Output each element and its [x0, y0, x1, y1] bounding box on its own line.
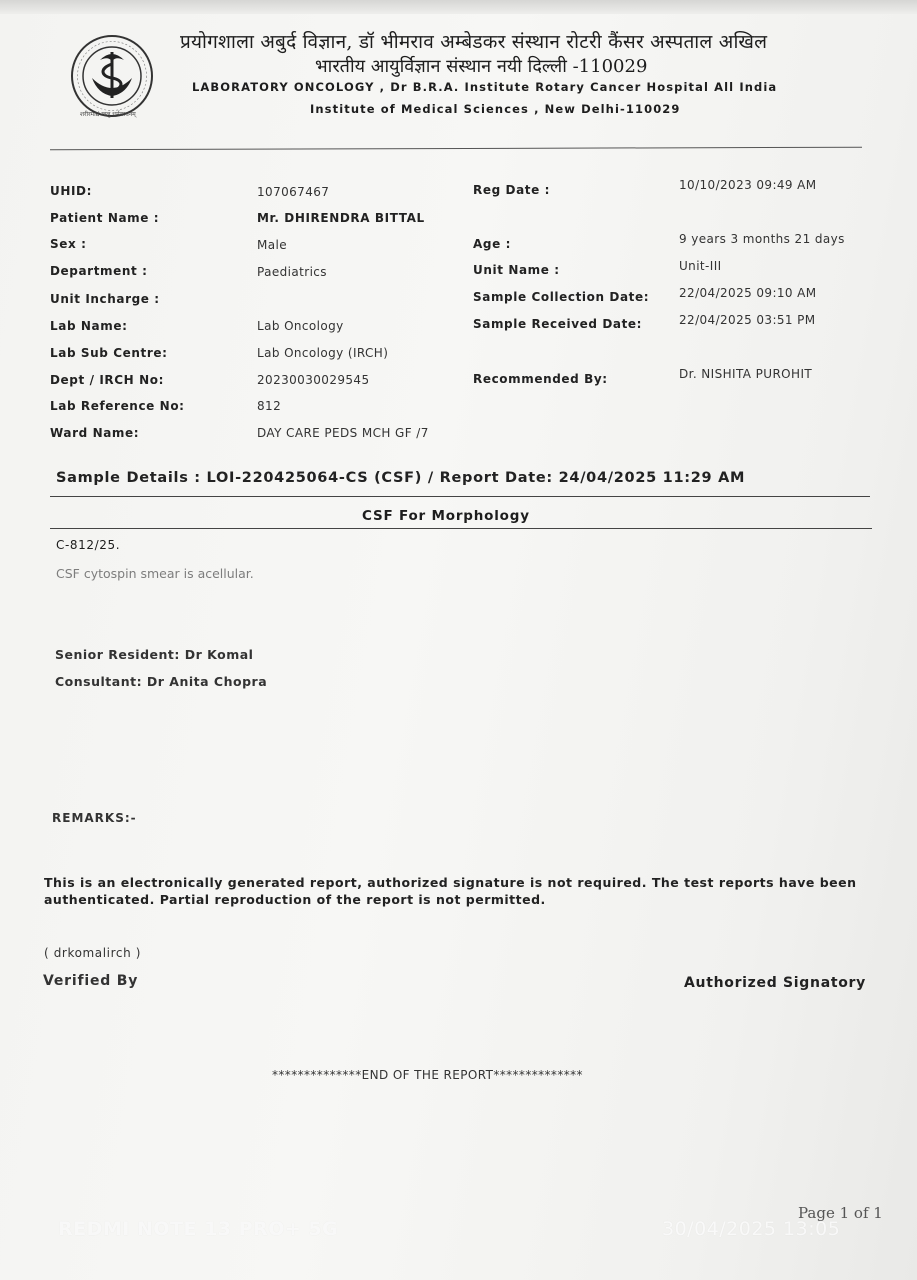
sample-received-label: Sample Received Date: — [473, 317, 643, 331]
uhid-value: 107067467 — [257, 185, 330, 199]
dept-irch-value: 20230030029545 — [257, 373, 370, 387]
authorized-signatory-label: Authorized Signatory — [684, 975, 866, 991]
ward-name-label: Ward Name: — [50, 426, 140, 440]
consultant: Consultant: Dr Anita Chopra — [55, 674, 268, 689]
verified-by-label: Verified By — [43, 973, 139, 989]
sex-label: Sex : — [50, 237, 87, 251]
lab-sub-centre-value: Lab Oncology (IRCH) — [257, 346, 389, 360]
reg-date-label: Reg Date : — [473, 183, 551, 197]
section-title: CSF For Morphology — [362, 508, 530, 524]
camera-device-watermark: REDMI NOTE 13 PRO+ 5G — [58, 1218, 339, 1240]
age-label: Age : — [473, 237, 511, 251]
logo-motto: शरीरमाद्यं खलु धर्मसाधनम् — [80, 111, 136, 118]
lab-reference-label: Lab Reference No: — [50, 399, 185, 413]
unit-name-label: Unit Name : — [473, 263, 560, 277]
reg-date-value: 10/10/2023 09:49 AM — [679, 178, 817, 192]
sample-collection-label: Sample Collection Date: — [473, 290, 650, 304]
uhid-label: UHID: — [50, 184, 93, 198]
department-value: Paediatrics — [257, 265, 327, 279]
end-of-report: **************END OF THE REPORT************** — [272, 1068, 583, 1082]
department-label: Department : — [50, 264, 148, 278]
lab-name-value: Lab Oncology — [257, 319, 344, 333]
age-value: 9 years 3 months 21 days — [679, 232, 845, 246]
recommended-by-value: Dr. NISHITA PUROHIT — [679, 367, 813, 381]
header-hindi-line2: भारतीय आयुर्विज्ञान संस्थान नयी दिल्ली -110029 — [315, 56, 648, 77]
patient-name-label: Patient Name : — [50, 211, 160, 225]
senior-resident: Senior Resident: Dr Komal — [55, 647, 254, 662]
camera-timestamp-watermark: 30/04/2025 13:05 — [662, 1218, 841, 1240]
aiims-logo-icon — [70, 34, 154, 118]
verifier-username: ( drkomalirch ) — [44, 946, 141, 960]
patient-name-value: Mr. DHIRENDRA BITTAL — [257, 211, 425, 225]
page-edge-shadow — [0, 0, 917, 14]
disclaimer-text: This is an electronically generated report, authorized signature is not required. The test reports have been authenticated. Partial reproduction of the report is not permitted. — [44, 875, 857, 907]
finding-text: CSF cytospin smear is acellular. — [56, 566, 254, 581]
sample-collection-value: 22/04/2025 09:10 AM — [679, 286, 817, 300]
page-number: Page 1 of 1 — [798, 1204, 883, 1222]
section-divider-bottom — [50, 528, 872, 529]
sample-received-value: 22/04/2025 03:51 PM — [679, 313, 816, 327]
ward-name-value: DAY CARE PEDS MCH GF /7 — [257, 426, 429, 440]
case-number: C-812/25. — [56, 538, 121, 552]
lab-name-label: Lab Name: — [50, 319, 128, 333]
unit-name-value: Unit-III — [679, 259, 722, 273]
lab-reference-value: 812 — [257, 399, 282, 413]
recommended-by-label: Recommended By: — [473, 372, 608, 386]
unit-incharge-label: Unit Incharge : — [50, 292, 160, 306]
sex-value: Male — [257, 238, 288, 252]
dept-irch-label: Dept / IRCH No: — [50, 373, 164, 387]
sample-details: Sample Details : LOI-220425064-CS (CSF) / Report Date: 24/04/2025 11:29 AM — [56, 470, 746, 486]
section-divider-top — [50, 496, 870, 497]
header-english-line1: LABORATORY ONCOLOGY , Dr B.R.A. Institute Rotary Cancer Hospital All India — [192, 80, 778, 94]
header-hindi-line1: प्रयोगशाला अबुर्द विज्ञान, डॉ भीमराव अम्बेडकर संस्थान रोटरी कैंसर अस्पताल अखिल — [180, 31, 768, 53]
remarks-label: REMARKS:- — [52, 811, 137, 825]
lab-sub-centre-label: Lab Sub Centre: — [50, 346, 168, 360]
header-english-line2: Institute of Medical Sciences , New Delhi-110029 — [310, 102, 681, 116]
